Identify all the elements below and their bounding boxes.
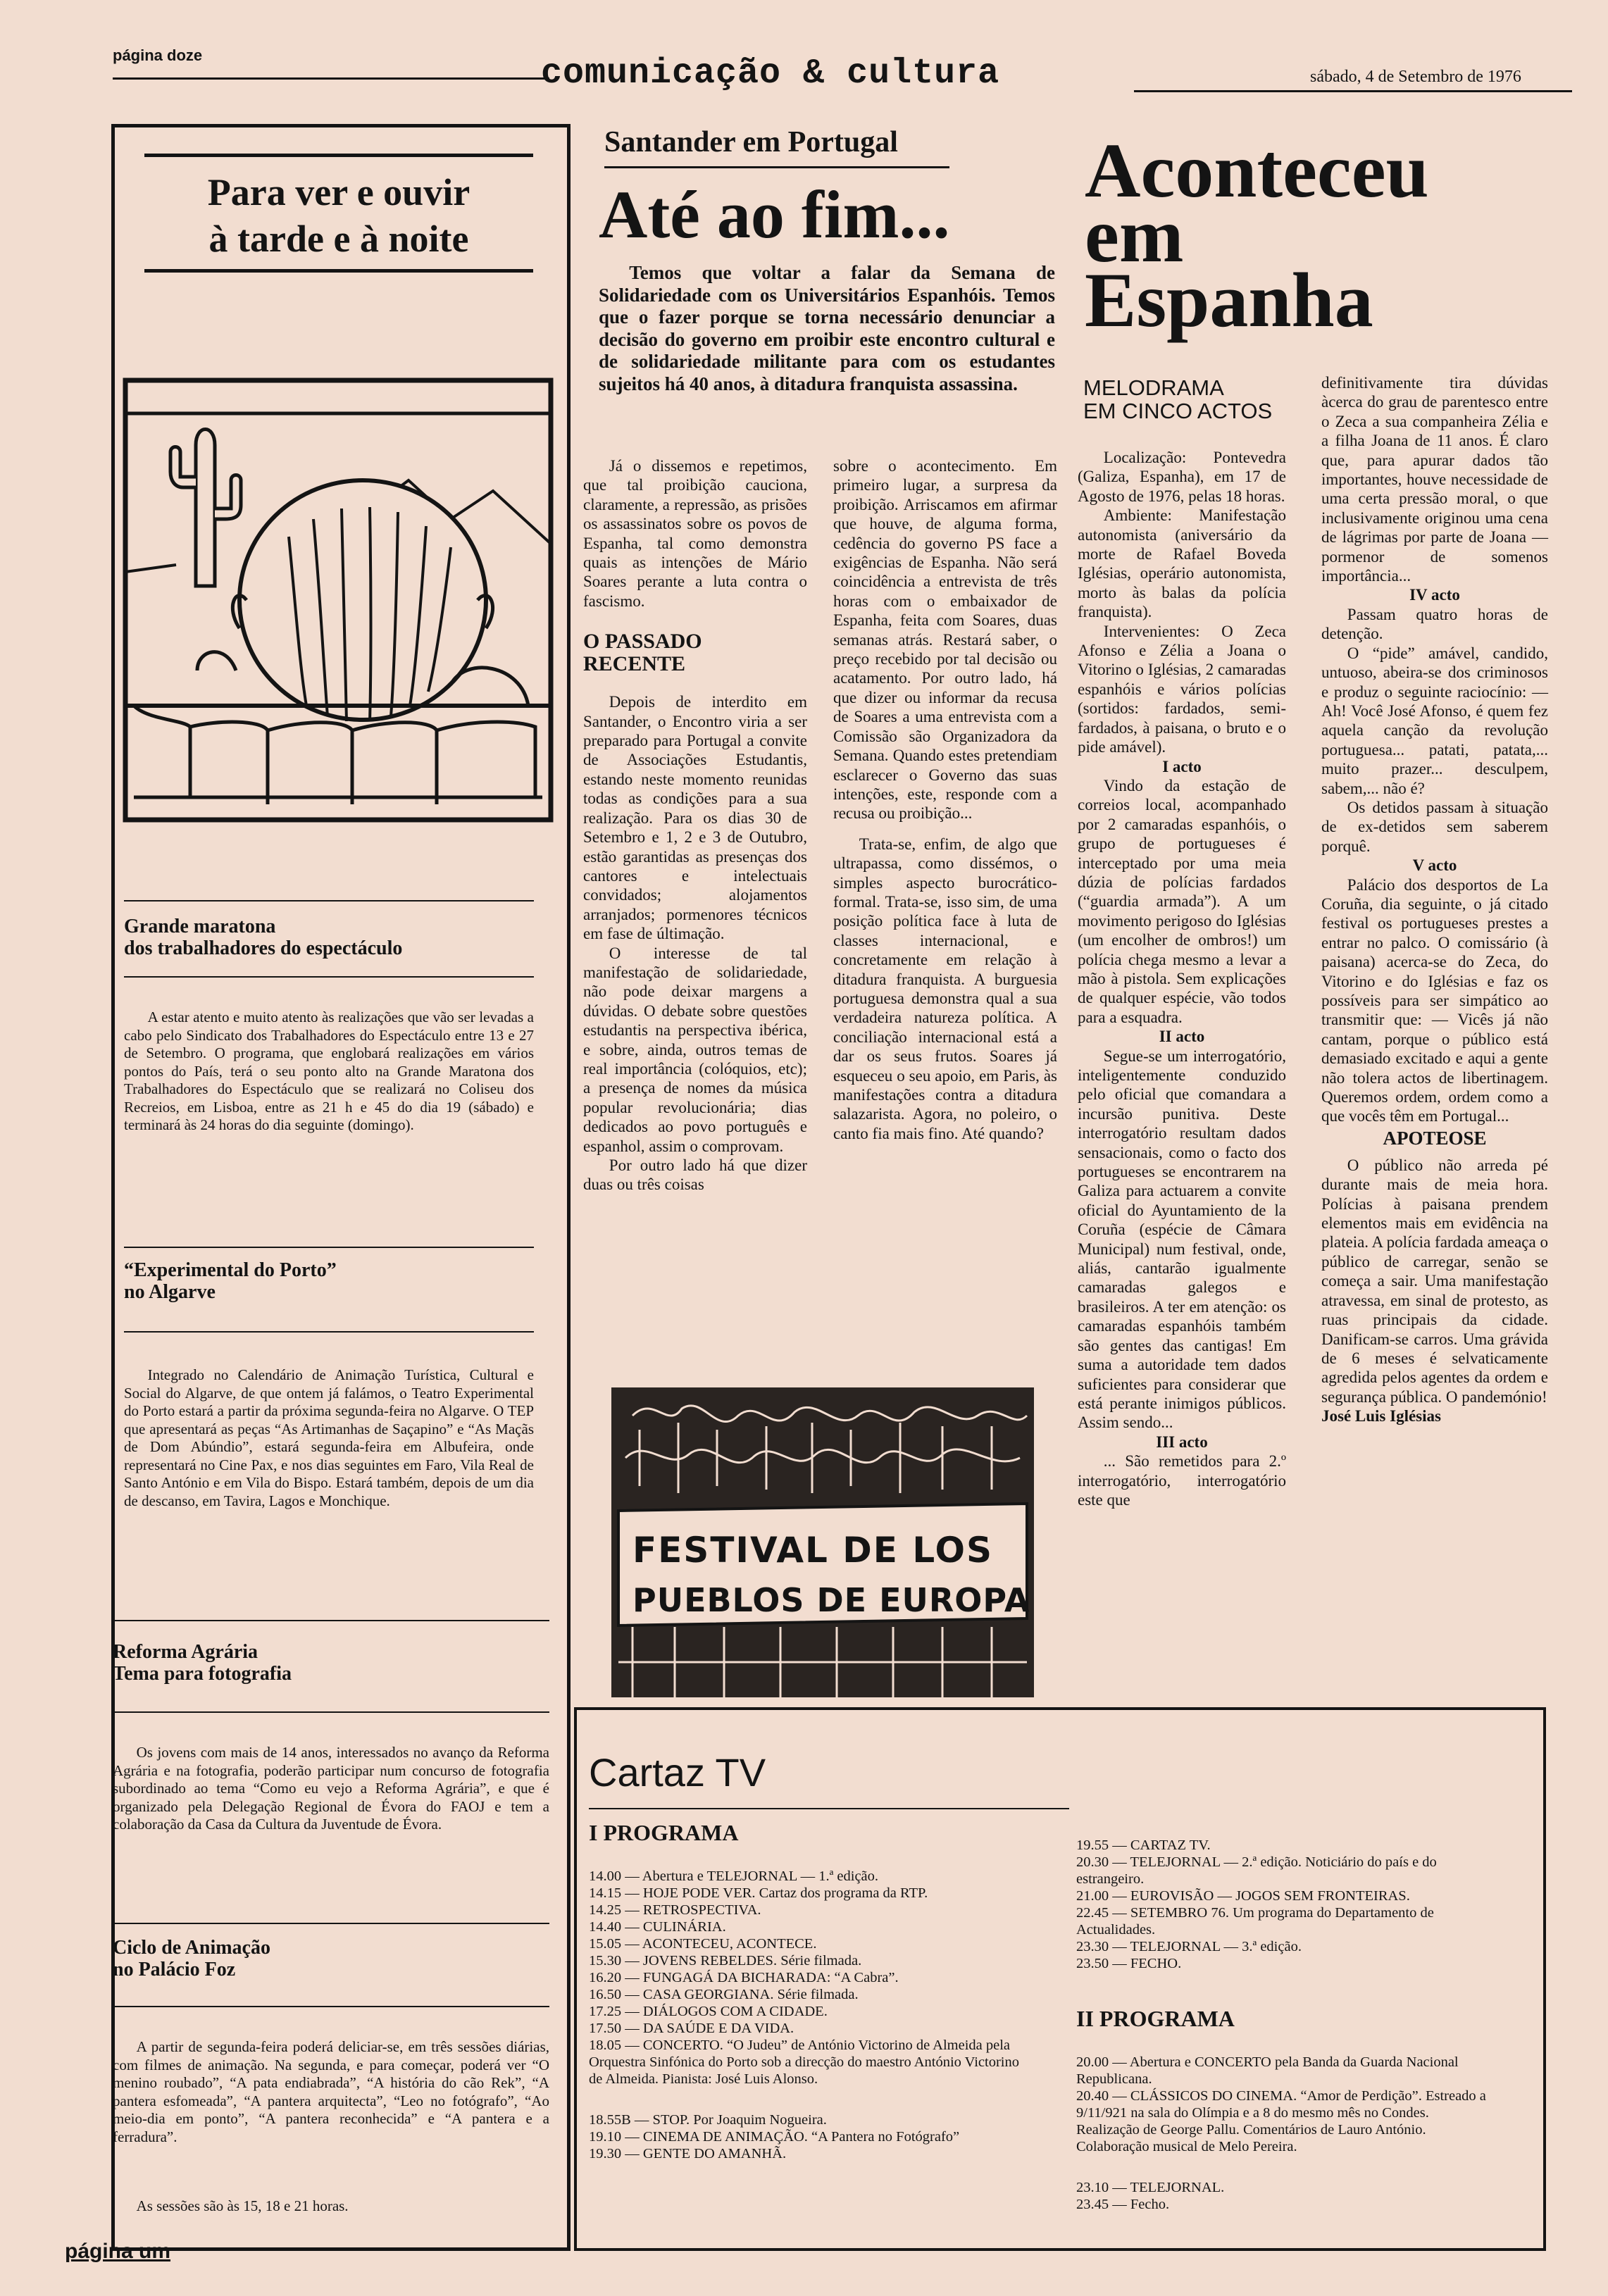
tv-title: Cartaz TV	[589, 1750, 766, 1795]
right-subhead	[1083, 376, 1272, 423]
right-headline-line2: em	[1085, 192, 1184, 278]
r-c1-p5: Segue-se um interrogatório, inteligentemente conduzido pelo oficial que comandara a incursão punitiva. Deste interrogatório resultam dados sensacionais, como o facto dos portugueses se encontrarem na Galiza para actuarem a convite oficial do Ayuntamiento de la Coruña (espécie de Câmara Municipal) num festival, onde, aliás, cantarão igualmente camaradas galegos e brasileiros. A ter em atenção: os camaradas espanhóis também são gentes das cantigas! Em suma a autoridade tem dados suficientes para considerar que está perante inimigos públicos. Assim sendo...	[1078, 1047, 1286, 1432]
colA-p1: Já o dissemos e repetimos, que tal proibição cauciona, claramente, a repressão, as prisões os assassinatos sobre os povos de Espanha, tal como demonstra quais as intenções de Mário Soares perante a luta contra o fascismo.	[583, 457, 807, 610]
tv-listing-item: 19.10 — CINEMA DE ANIMAÇÃO. “A Pantera no Fotógrafo”	[589, 2129, 960, 2145]
tv-listing-item: 18.55B — STOP. Por Joaquim Nogueira.	[589, 2112, 827, 2128]
s4-heading-line1: Ciclo de Animação	[113, 1937, 270, 1959]
colA-p3: O interesse de tal manifestação de solidariedade, não pode deixar margens a dúvidas. O debate sobre questões estudantis na perspectiva ibérica, e sobre, ainda, outros temas de real importância (colóquios, etc); a presença de nomes da música popular revolucionária; dias dedicados ao povo português e espanhol, assim o comprovam.	[583, 944, 807, 1155]
tv-listing-item: 15.30 — JOVENS REBELDES. Série filmada.	[589, 1953, 862, 1969]
s3-rule-bottom	[113, 1711, 549, 1713]
tv-listing-item: 17.25 — DIÁLOGOS COM A CIDADE.	[589, 2004, 828, 2019]
r-c2-p3: O “pide” amável, candido, untuoso, abeira-se dos criminosos e produz o seguinte raciocínio: — Ah! Você José Afonso, é quem fez aquela canção da revolução portuguesa... patati, patata,... muito prazer... desculpem, sabem,... não é?	[1321, 644, 1548, 797]
header-rule-right	[1134, 90, 1572, 92]
act1-label: I acto	[1162, 757, 1202, 775]
s1-rule-top	[124, 900, 534, 901]
s3-heading	[113, 1641, 549, 1685]
tv-listing-item: 19.55 — CARTAZ TV.	[1076, 1838, 1211, 1853]
s3-rule-top	[113, 1620, 549, 1621]
tv-program1-list-cont	[1076, 1837, 1492, 1972]
colA-p4: Por outro lado há que dizer duas ou três coisas	[583, 1156, 807, 1194]
footer-page-label: página um	[65, 2240, 171, 2263]
colA-subhead-line1: O PASSADO	[583, 630, 702, 654]
kicker-rule	[604, 166, 949, 168]
tv-listing-item: 18.05 — CONCERTO. “O Judeu” de António Victorino de Almeida pela Orquestra Sinfónica do Porto sob a direcção do maestro António Victorino de Almeida. Pianista: José Luis Alonso.	[589, 2038, 1019, 2087]
middle-col-a	[583, 456, 807, 1194]
header-rule-left	[113, 77, 549, 80]
tv-listing-item: 23.30 — TELEJORNAL — 3.ª edição.	[1076, 1939, 1302, 1954]
tv-listing-item: 20.00 — Abertura e CONCERTO pela Banda da Guarda Nacional Republicana.	[1076, 2054, 1459, 2087]
tv-program1-list	[589, 1868, 1020, 2162]
banner-line2: PUEBLOS DE EUROPA	[632, 1581, 1030, 1619]
right-col-2	[1321, 373, 1548, 1426]
tv-listing-item: 14.15 — HOJE PODE VER. Cartaz dos programa da RTP.	[589, 1885, 928, 1901]
right-headline	[1085, 127, 1429, 343]
s4-rule-bottom	[113, 2006, 549, 2007]
tv-listing-item: 21.00 — EUROVISÃO — JOGOS SEM FRONTEIRAS.	[1076, 1888, 1410, 1904]
colA-subhead	[583, 630, 807, 675]
page-label: página doze	[113, 46, 203, 64]
colB-p1: sobre o acontecimento. Em primeiro lugar, a surpresa da proibição. Arriscamos em afirmar que houve, de alguma forma, cedência do governo PS face a exigências de Espanha. Não será coincidência a entrevista de três horas com o embaixador de Espanha, feita com Soares, duas semanas atrás. Restará saber, o preço recebido por tal decisão ou acatamento. Por outro lado, há que dizer ou informar da recusa de Soares a uma entrevista com a Comissão são Organizadora da Semana. Quando estes pretendiam esclarecer o Governo das suas intenções, este, responde com a recusa ou proibição...	[833, 457, 1057, 823]
r-c2-p2: Passam quatro horas de detenção.	[1321, 605, 1548, 643]
right-headline-line3: Espanha	[1085, 257, 1373, 343]
r-c2-p4: Os detidos passam à situação de ex-detidos sem saberem porquê.	[1321, 798, 1548, 855]
s2-heading-line1: “Experimental do Porto”	[124, 1259, 337, 1281]
tv-listing-item: 20.40 — CLÁSSICOS DO CINEMA. “Amor de Perdição”. Estreado a 9/11/921 na sala do Olímpia e a 8 do mesmo mês no Condes. Realização de George Pallu. Comentários de Lauro António. Colaboração musical de Melo Pereira.	[1076, 2088, 1486, 2154]
r-c2-p1: definitivamente tira dúvidas àcerca do grau de parentesco entre o Zeca a sua companheira Zélia e a filha Joana de 11 anos. É claro que, para apurar dados tão importantes, houve necessidade de uma certa pressão moral, o que inclusivamente originou uma cena de lágrimas por parte de Joana — pormenor de somenos importância...	[1321, 374, 1548, 585]
s2-rule-top	[124, 1247, 534, 1248]
left-title	[144, 169, 533, 262]
issue-date: sábado, 4 de Setembro de 1976	[1310, 68, 1521, 86]
middle-col-b	[833, 456, 1057, 1143]
r-c2-p6: O público não arreda pé durante mais de meia hora. Polícias à paisana prendem elementos mais em evidência na plateia. A polícia fardada ameaça o público de carregar, senão se começa a sair. Uma manifestação atravessa, em sinal de protesto, as ruas principais da cidade. Danificam-se carros. Uma grávida de 6 meses é selvaticamente agredida pelos agentes da ordem e segurança pública. O pandemónio!	[1321, 1156, 1548, 1406]
tv-listing-item: 23.45 — Fecho.	[1076, 2197, 1170, 2212]
r-c1-p6: ... São remetidos para 2.º interrogatório, interrogatório este que	[1078, 1452, 1286, 1509]
s4-heading	[113, 1937, 549, 1980]
left-title-line1: Para ver e ouvir	[207, 171, 470, 213]
colA-p2: Depois de interdito em Santander, o Encontro viria a ser preparado para Portugal a convite de Associações Estudantis, estando neste momento reunidas todas as condições para a sua realização. Para os dias 30 de Setembro e 1, 2 e 3 de Outubro, estão garantidas as presenças dos cantores e intelectuais convidados; alojamentos arranjados; pormenores técnicos em fase de últimação.	[583, 693, 807, 943]
tv-listing-item: 16.50 — CASA GEORGIANA. Série filmada.	[589, 1987, 859, 2002]
tv-listing-item: 17.50 — DA SAÚDE E DA VIDA.	[589, 2021, 794, 2036]
s4-text-times: As sessões são às 15, 18 e 21 horas.	[136, 2197, 349, 2214]
s3-heading-line2: Tema para fotografia	[113, 1663, 292, 1685]
right-headline-line1: Aconteceu	[1085, 127, 1429, 213]
tv-listing-item: 23.50 — FECHO.	[1076, 1956, 1182, 1971]
s2-text: Integrado no Calendário de Animação Turística, Cultural e Social do Algarve, de que ontem já falámos, o Teatro Experimental do Porto estará a partir da próxima segunda-feira no Algarve. O TEP que apresentará as peças “As Artimanhas de Saçapino” e “As Maçãs de Dom Abúndio”, estará segunda-feira em Albufeira, onde representará no Cine Pax, e nos dias seguintes em Faro, Vila Real de Santo António e em Vila do Bispo. Estará também, depois de um dia de descanso, em Tavira, Lagos e Monchique.	[124, 1366, 534, 1509]
tv-listing-item: 14.40 — CULINÁRIA.	[589, 1919, 726, 1935]
banner-line1: FESTIVAL DE LOS	[632, 1530, 993, 1571]
left-title-line2: à tarde e à noite	[208, 218, 469, 260]
apoteose-label: APOTEOSE	[1383, 1127, 1487, 1149]
r-c1-p4: Vindo da estação de correios local, acompanhado por 2 camaradas espanhóis, o grupo de portugueses é interceptado por uma meia dúzia de polícias fardados (“guardia armada”). A um movimento perigoso do Iglésias (um encolher de ombros!) um polícia chega mesmo a levar a mão à pistola. Sem explicações de qualquer espécie, vão todos para a esquadra.	[1078, 776, 1286, 1026]
colB-p2: Trata-se, enfim, de algo que ultrapassa, como dissémos, o simples aspecto burocrático-formal. Trata-se, isso sim, de uma posição política face à luta de classes internacional, e concretamente em relação à ditadura franquista. A burguesia portuguesa demonstra qual a sua verdadeira natureza política. A conciliação internacional está a dar os seus frutos. Soares já esqueceu o seu apoio, em Paris, às manifestações contra a ditadura salazarista. Agora, no poleiro, o canto fia mais fino. Até quando?	[833, 835, 1057, 1142]
tv-listing-item: 22.45 — SETEMBRO 76. Um programa do Departamento de Actualidades.	[1076, 1905, 1434, 1938]
right-col-1	[1078, 448, 1286, 1509]
cactus-cinema-illustration	[120, 375, 556, 825]
s1-rule-bottom	[124, 976, 534, 978]
tv-program2-list	[1076, 2054, 1492, 2213]
left-title-rule-top	[144, 154, 533, 157]
r-c2-p5: Palácio dos desportos de La Coruña, dia seguinte, o já citado festival os portugueses prestes a entrar no palco. O comissário (à paisana) acerca-se do Zeca, do Vitorino e do Iglésias e faz os possíveis para ser simpático ao transmitir que: — Vicês já não cantam, porque o público está demasiado excitado e aqui a gente não tolera actos de libertinagem. Queremos ordem, ordem como a que vocês têm em Portugal...	[1321, 875, 1548, 1125]
r-c1-p3: Intervenientes: O Zeca Afonso e Zélia a Joana o Vitorino o Iglésias, 2 camaradas espanhóis e vários polícias (sortidos: fardados, semi-fardados, à paisana, o bruto e o pide amável).	[1078, 622, 1286, 756]
act2-label: II acto	[1159, 1028, 1205, 1046]
colA-subhead-line2: RECENTE	[583, 652, 686, 676]
middle-headline: Até ao fim...	[599, 177, 950, 252]
festival-banner-illustration	[611, 1387, 1034, 1697]
s4-text: A partir de segunda-feira poderá deliciar-se, em três sessões diárias, com filmes de animação. Na segunda, e para começar, poderá ver “O menino roubado”, “A pata endiabrada”, “A história do cão Rek”, “A pantera esfomeada”, “A pantera arquitecta”, “Leo no fotógrafo”, “Ao meio-dia em ponto”, “A pantera reconhecida” e “A pantera e a ferradura”.	[113, 2038, 549, 2145]
s3-heading-line1: Reforma Agrária	[113, 1641, 258, 1663]
s1-text: A estar atento e muito atento às realizações que vão ser levadas a cabo pelo Sindicato dos Trabalhadores do Espectáculo entre 13 e 27 de Setembro. O programa, que englobará realizações em vários pontos do País, terá o seu ponto alto na Grande Maratona dos Trabalhadores do Espectáculo que se realizará no Coliseu dos Recreios, em Lisboa, entre as 21 h e 45 do dia 19 (sábado) e terminará às 24 horas do dia seguinte (domingo).	[124, 1009, 534, 1133]
right-subhead-line1: MELODRAMA	[1083, 375, 1224, 400]
act3-label: III acto	[1156, 1433, 1208, 1451]
tv-program1-heading: I PROGRAMA	[589, 1820, 739, 1845]
tv-listing-item: 20.30 — TELEJORNAL — 2.ª edição. Noticiário do país e do estrangeiro.	[1076, 1854, 1437, 1887]
s2-heading-line2: no Algarve	[124, 1281, 216, 1303]
s4-rule-top	[113, 1923, 549, 1924]
right-subhead-line2: EM CINCO ACTOS	[1083, 399, 1273, 423]
tv-listing-item: 19.30 — GENTE DO AMANHÃ.	[589, 2146, 787, 2161]
s2-heading	[124, 1259, 534, 1303]
tv-listing-item: 14.25 — RETROSPECTIVA.	[589, 1902, 761, 1918]
s1-heading-line1: Grande maratona	[124, 916, 276, 937]
tv-title-rule	[589, 1808, 1069, 1809]
act5-label: V acto	[1412, 856, 1457, 875]
s1-heading	[124, 916, 534, 959]
s4-heading-line2: no Palácio Foz	[113, 1959, 236, 1980]
tv-listing-item: 15.05 — ACONTECEU, ACONTECE.	[589, 1936, 817, 1952]
s3-text: Os jovens com mais de 14 anos, interessados no avanço da Reforma Agrária e na fotografia, poderão participar num concurso de fotografia subordinado ao tema “Como eu vejo a Reforma Agrária”, e que é organizado pela Delegação Regional de Évora do FAOJ e tem a colaboração da Casa da Cultura da Juventude de Évora.	[113, 1744, 549, 1833]
tv-program2-heading: II PROGRAMA	[1076, 2006, 1235, 2031]
act4-label: IV acto	[1409, 586, 1460, 604]
tv-listing-item: 14.00 — Abertura e TELEJORNAL — 1.ª edição.	[589, 1868, 879, 1884]
s2-rule-bottom	[124, 1331, 534, 1333]
masthead: comunicação & cultura	[541, 54, 1000, 94]
article-author: José Luis Iglésias	[1321, 1407, 1441, 1425]
left-title-rule-bottom	[144, 269, 533, 273]
s1-heading-line2: dos trabalhadores do espectáculo	[124, 937, 403, 959]
tv-listing-item: 16.20 — FUNGAGÁ DA BICHARADA: “A Cabra”.	[589, 1970, 899, 1985]
r-c1-p1: Localização: Pontevedra (Galiza, Espanha), em 17 de Agosto de 1976, pelas 18 horas.	[1078, 449, 1286, 505]
middle-lead: Temos que voltar a falar da Semana de Solidariedade com os Universitários Espanhóis. Temos que o fazer porque se torna necessário denunciar a decisão do governo em proibir este encontro cultural e de solidariedade militante para com os estudantes sujeitos há 40 anos, à ditadura franquista assassina.	[599, 262, 1055, 394]
tv-listing-item: 23.10 — TELEJORNAL.	[1076, 2180, 1225, 2195]
r-c1-p2: Ambiente: Manifestação autonomista (aniversário da morte de Rafael Boveda Iglésias, operário autonomista, morto às balas da polícia franquista).	[1078, 506, 1286, 621]
kicker: Santander em Portugal	[604, 126, 898, 158]
